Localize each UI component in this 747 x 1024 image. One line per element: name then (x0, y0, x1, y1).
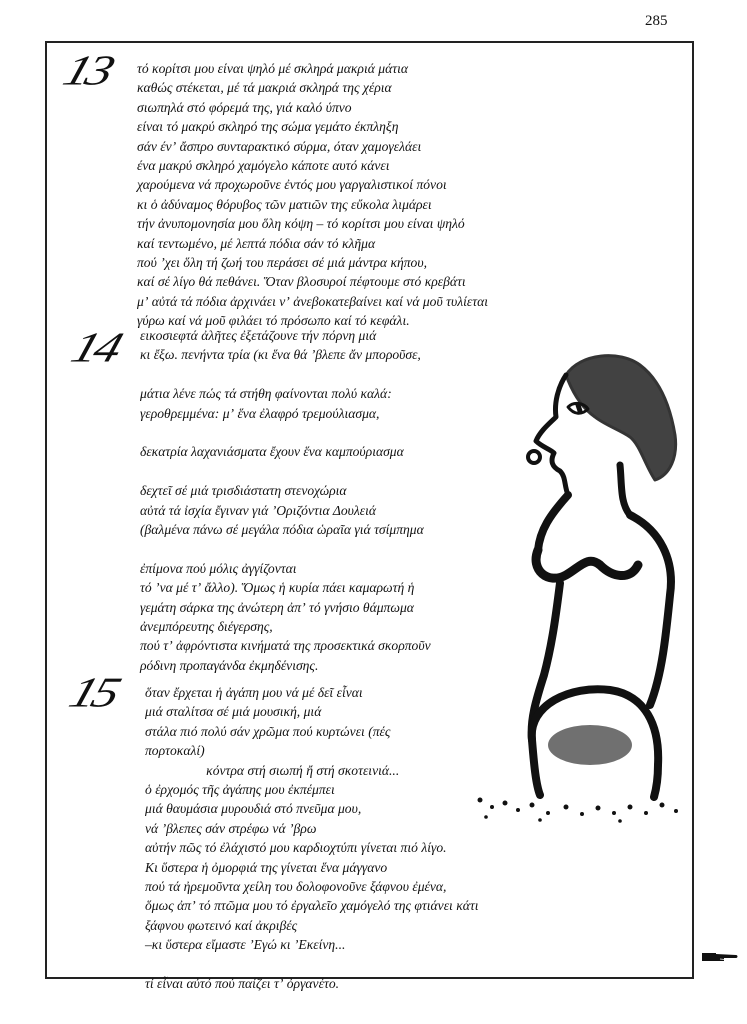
poem-line: μιά σταλίτσα σέ μιά μουσική, μιά (145, 704, 322, 720)
poem-line: γύρω καί νά μοῦ φιλάει τό πρόσωπο καί τό κεφάλι. (137, 313, 410, 329)
poem-15-text (145, 683, 479, 993)
poem-line: μιά θαυμάσια μυρουδιά στό πνεῦμα μου, (145, 801, 362, 817)
poem-line: σάν ένʼ ἄσπρο συνταρακτικό σύρμα, όταν χαμογελάει (137, 138, 422, 154)
poem-line: δεχτεῖ σέ μιά τρισδιάστατη στενοχώρια (140, 483, 347, 499)
poem-line: κι ὁ ἀδύναμος θόρυβος τῶν ματιῶν της εὔκολα λιμάρει (137, 196, 432, 212)
poem-line: Κι ὕστερα ἡ ὀμορφιά της γίνεται ἕνα μάγγανο (145, 859, 388, 875)
poem-line: ὅμως ἀπʼ τό πτῶμα μου τό ἐργαλεῖο χαμόγελό της φτιάνει κάτι (145, 898, 479, 914)
poem-line: ἀνεμπόρευτης διέγερσης, (140, 619, 273, 635)
poem-line: χαρούμενα νά προχωροῦνε ἐντός μου γαργαλιστικοί πόνοι (137, 177, 447, 193)
poem-line: ξάφνου φωτεινό καί ἀκριβές (145, 917, 298, 933)
poem-line: (βαλμένα πάνω σέ μεγάλα πόδια ὡραῖα γιά τσίμπημα (140, 522, 424, 538)
poem-line: νά ʼβλεπες σάν στρέφω νά ʼβρω (145, 820, 317, 836)
poem-line: σιωπηλά στό φόρεμά της, γιά καλό ύπνο (137, 99, 352, 115)
poem-line (140, 539, 431, 558)
poem-line: –κι ὕστερα εἴμαστε ʼΕγώ κι ʼΕκείνη... (145, 937, 346, 953)
poem-number-13: 13 (57, 47, 117, 95)
poem-line: ένα μακρύ σκληρό χαμόγελο κάποτε αυτό κάνει (137, 158, 390, 174)
poem-line (145, 955, 479, 974)
poem-number-15: 15 (63, 669, 123, 717)
poem-line: πορτοκαλί) (145, 743, 205, 759)
poem-line (140, 462, 431, 481)
poem-line: αὐτήν πῶς τό ἐλάχιστό μου καρδιοχτύπι γίνεται πιό λίγο. (145, 840, 447, 856)
poem-line: εικοσιεφτά ἀλῆτες ἐξετάζουνε τήν πόρνη μιά (140, 328, 377, 343)
poem-line: μʼ αὐτά τά πόδια ἀρχινάει νʼ ἀνεβοκατεβαίνει καί νά μοῦ τυλίεται (137, 293, 489, 309)
poem-line: δεκατρία λαχανιάσματα ἔχουν ἕνα καμπούριασμα (140, 444, 404, 460)
poem-line: καί σέ λίγο θά πεθάνει. Ὅταν βλοσυροί πέφτουμε στό κρεβάτι (137, 274, 466, 290)
poem-line: πού τʼ ἀφρόντιστα κινήματά της προσεκτικά σκορποῦν (140, 638, 431, 654)
page-number: 285 (645, 13, 668, 29)
poem-13-text (137, 59, 488, 331)
poem-number-14: 14 (65, 324, 125, 372)
poem-line: καί τεντωμένο, μέ λεπτά πόδια σάν τό κλῆμα (137, 235, 376, 251)
poem-line: τό κορίτσι μου είναι ψηλό μέ σκληρά μακριά μάτια (137, 61, 408, 76)
poem-line: είναι τό μακρύ σκληρό της σώμα γεμάτο έκπληξη (137, 119, 399, 135)
pointing-hand-icon (700, 950, 740, 964)
poem-line: γεροθρεμμένα: μʼ ἕνα ἐλαφρό τρεμούλιασμα, (140, 405, 380, 421)
poem-line: ρόδινη προπαγάνδα ἐκμηδένισης. (140, 657, 319, 673)
poem-line: κι ἔξω. πενήντα τρία (κι ἕνα θά ʼβλεπε ἄν μποροῦσε, (140, 347, 421, 363)
poem-line: καθώς στέκεται, μέ τά μακριά σκληρά της χέρια (137, 80, 392, 96)
poem-line: πού τά ἠρεμοῦντα χείλη του δολοφονοῦνε ξάφνου ἐμένα, (145, 879, 447, 895)
poem-line: ἐπίμονα πού μόλις ἀγγίζονται (140, 560, 297, 576)
poem-line (140, 365, 431, 384)
poem-line: γεμάτη σάρκα της ἀνώτερη ἀπʼ τό γνήσιο θάμπωμα (140, 599, 414, 615)
poem-line: ὅταν ἔρχεται ἡ ἀγάπη μου νά μέ δεῖ εἶναι (145, 685, 363, 700)
woman-figure-illustration (470, 345, 692, 825)
poem-line: στάλα πιό πολύ σάν χρῶμα πού κυρτώνει (πές (145, 723, 391, 739)
poem-line: κόντρα στή σιωπή ἤ στή σκοτεινιά... (145, 762, 400, 778)
poem-line (140, 423, 431, 442)
poem-line: τί εἶναι αὐτό πού παίζει τʼ ὀργανέτο. (145, 976, 340, 992)
poem-line: μάτια λένε πώς τά στήθη φαίνονται πολύ καλά: (140, 386, 392, 402)
poem-14-text (140, 326, 431, 675)
poem-line: τήν ἀνυπομονησία μου ὅλη κόψη – τό κορίτσι μου είναι ψηλό (137, 216, 465, 232)
poem-line: τό ʼνα μέ τʼ ἄλλο). Ὅμως ἡ κυρία πάει καμαρωτή ἡ (140, 580, 415, 596)
poem-line: αὐτά τά ἰσχία ἔγιναν γιά ʼΟριζόντια Δουλειά (140, 502, 377, 518)
poem-line: ὁ ἐρχομός τῆς ἀγάπης μου ἐκπέμπει (145, 782, 335, 798)
poem-line: πού ʼχει ὅλη τή ζωή του περάσει σέ μιά μάντρα κήπου, (137, 255, 427, 271)
